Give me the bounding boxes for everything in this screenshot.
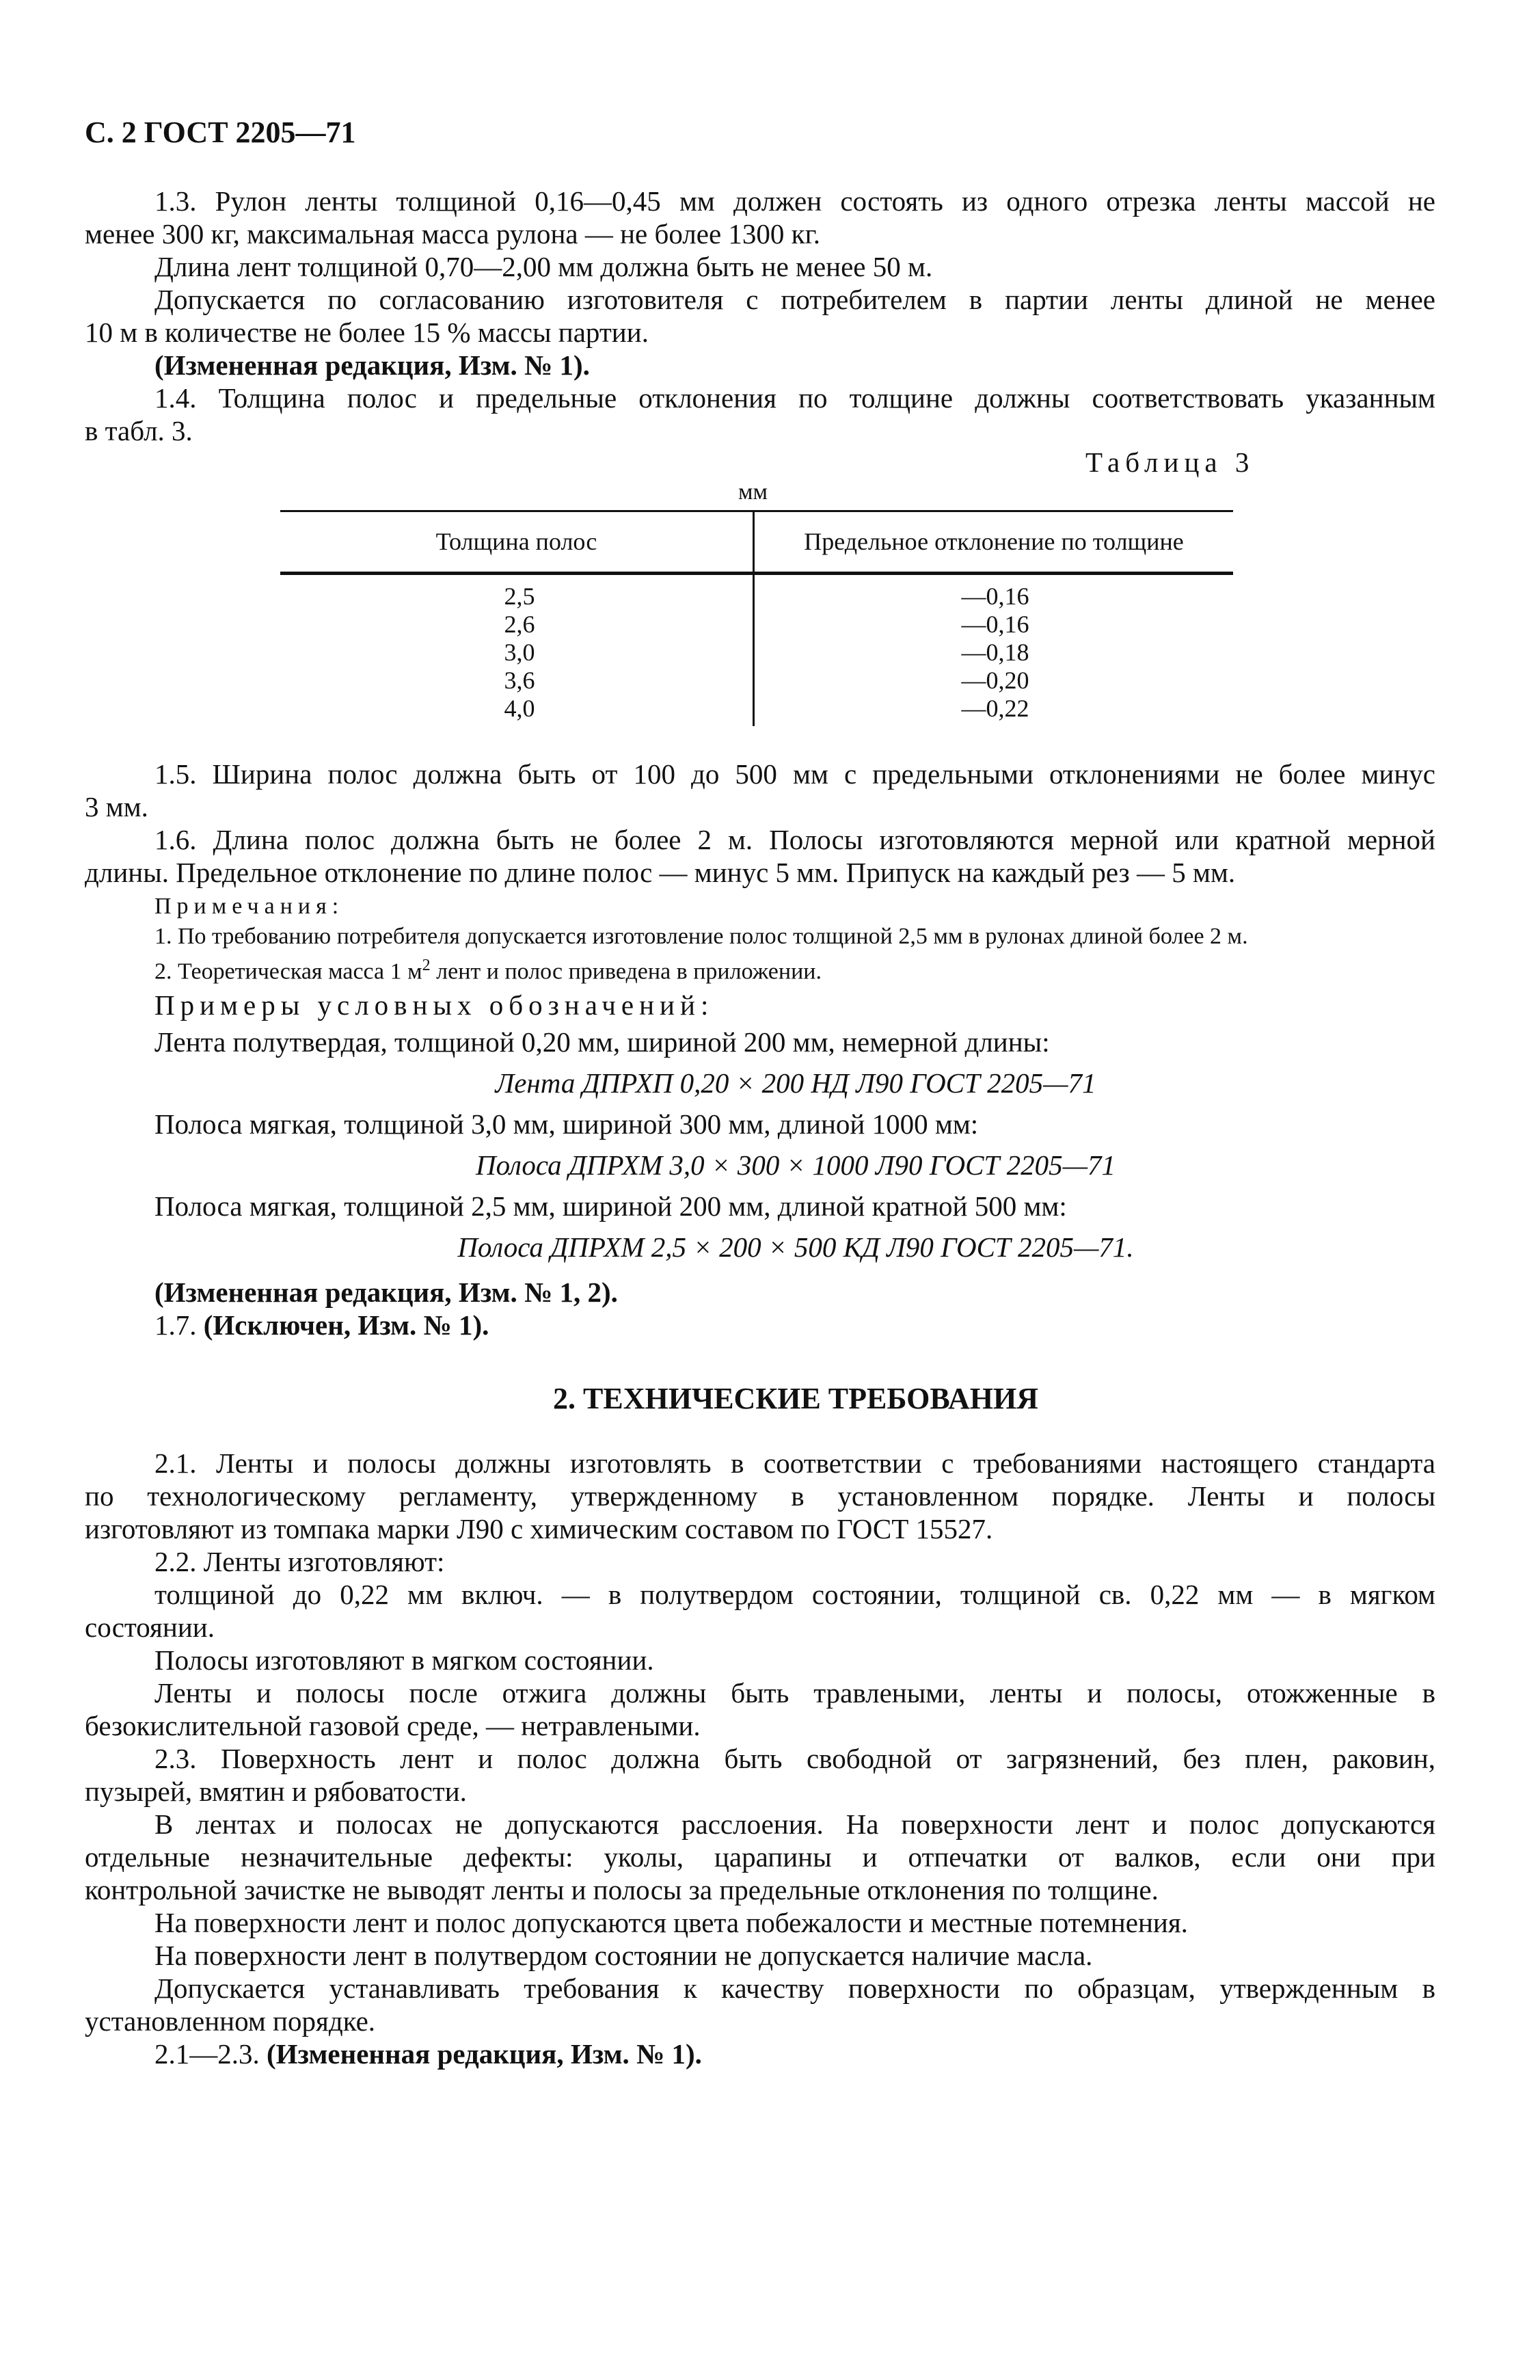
paragraph-1-3-allowance-line-2: 10 м в количестве не более 15 % массы партии.	[85, 317, 649, 348]
example-1-designation: Лента ДПРХП 0,20 × 200 НД Л90 ГОСТ 2205—71	[495, 1067, 1096, 1099]
table-cell-thickness: 3,0	[504, 639, 535, 666]
paragraph-2-2-states-line-2: состоянии.	[85, 1612, 215, 1643]
paragraph-2-3-samples-line-1: Допускается устанавливать требования к качеству поверхности по образцам, утвержденным в	[154, 1973, 1435, 2004]
note-2-superscript: 2	[422, 957, 431, 974]
amendment-note-3	[154, 2037, 702, 2070]
paragraph-2-2-strips: Полосы изготовляют в мягком состоянии.	[154, 1644, 654, 1676]
paragraph-1-4-line-1: 1.4. Толщина полос и предельные отклонения по толщине должны соответствовать указанным	[154, 382, 1435, 414]
table-cell-thickness: 4,0	[504, 695, 535, 722]
page-header: С. 2 ГОСТ 2205—71	[85, 116, 356, 149]
table-header-thickness: Толщина полос	[435, 528, 597, 555]
note-1: 1. По требованию потребителя допускается изготовление полос толщиной 2,5 мм в рулонах длиной более 2 м.	[154, 924, 1248, 949]
paragraph-2-1-line-1: 2.1. Ленты и полосы должны изготовлять в соответствии с требованиями настоящего стандарта	[154, 1447, 1435, 1479]
paragraph-2-3-defects-line-3: контрольной зачистке не выводят ленты и полосы за предельные отклонения по толщине.	[85, 1874, 1159, 1906]
table-cell-thickness: 2,6	[504, 611, 535, 638]
paragraph-2-3-samples-line-2: установленном порядке.	[85, 2005, 376, 2037]
table-header-rule	[280, 572, 1233, 575]
example-1-description: Лента полутвердая, толщиной 0,20 мм, шириной 200 мм, немерной длины:	[154, 1026, 1050, 1058]
paragraph-1-6-line-1: 1.6. Длина полос должна быть не более 2 м. Полосы изготовляются мерной или кратной мерной	[154, 824, 1435, 855]
paragraph-1-3-length: Длина лент толщиной 0,70—2,00 мм должна быть не менее 50 м.	[154, 251, 933, 282]
paragraph-1-5-line-2: 3 мм.	[85, 791, 148, 823]
table-cell-deviation: —0,16	[961, 583, 1029, 610]
paragraph-2-2-annealing-line-2: безокислительной газовой среде, — нетравлеными.	[85, 1710, 701, 1741]
paragraph-2-1-line-2: по технологическому регламенту, утвержденному в установленном порядке. Ленты и полосы	[85, 1480, 1435, 1512]
notes-title: Примечания:	[154, 894, 345, 919]
paragraph-2-2-annealing-line-1: Ленты и полосы после отжига должны быть травлеными, ленты и полосы, отожженные в	[154, 1677, 1435, 1709]
amendment-note-2: (Измененная редакция, Изм. № 1, 2).	[154, 1276, 618, 1308]
paragraph-2-3-line-1: 2.3. Поверхность лент и полос должна быть свободной от загрязнений, без плен, раковин,	[154, 1743, 1435, 1774]
example-3-description: Полоса мягкая, толщиной 2,5 мм, шириной 200 мм, длиной кратной 500 мм:	[154, 1190, 1067, 1222]
table-cell-deviation: —0,16	[961, 611, 1029, 638]
paragraph-2-3-defects-line-1: В лентах и полосах не допускаются расслоения. На поверхности лент и полос допускаются	[154, 1808, 1435, 1840]
paragraph-1-5-line-1: 1.5. Ширина полос должна быть от 100 до 500 мм с предельными отклонениями не более минус	[154, 758, 1435, 790]
paragraph-2-3-tarnish: На поверхности лент и полос допускаются цвета побежалости и местные потемнения.	[154, 1907, 1188, 1938]
table-caption: Таблица 3	[1085, 446, 1255, 478]
paragraph-1-6-line-2: длины. Предельное отклонение по длине полос — минус 5 мм. Припуск на каждый рез — 5 мм.	[85, 857, 1236, 888]
paragraph-2-2-states-line-1: толщиной до 0,22 мм включ. — в полутвердом состоянии, толщиной св. 0,22 мм — в мягком	[154, 1579, 1435, 1610]
paragraph-2-1-line-3: изготовляют из томпака марки Л90 с химическим составом по ГОСТ 15527.	[85, 1513, 993, 1545]
paragraph-1-3-line-2: менее 300 кг, максимальная масса рулона — не более 1300 кг.	[85, 218, 821, 250]
note-2-text-end: лент и полос приведена в приложении.	[430, 959, 822, 985]
amendment-note-3-range: 2.1—2.3.	[154, 2038, 260, 2070]
table-cell-deviation: —0,20	[961, 667, 1029, 694]
examples-title: Примеры условных обозначений:	[154, 989, 714, 1021]
table-cell-thickness: 3,6	[504, 667, 535, 694]
amendment-note-3-text: (Измененная редакция, Изм. № 1).	[267, 2038, 702, 2070]
paragraph-1-7-number: 1.7.	[154, 1309, 197, 1341]
table-unit: мм	[738, 479, 768, 505]
example-2-description: Полоса мягкая, толщиной 3,0 мм, шириной 300 мм, длиной 1000 мм:	[154, 1108, 979, 1140]
example-2-designation: Полоса ДПРХМ 3,0 × 300 × 1000 Л90 ГОСТ 2205—71	[475, 1149, 1116, 1181]
paragraph-2-2: 2.2. Ленты изготовляют:	[154, 1546, 445, 1577]
paragraph-1-3-allowance-line-1: Допускается по согласованию изготовителя с потребителем в партии ленты длиной не менее	[154, 284, 1435, 315]
amendment-note-1: (Измененная редакция, Изм. № 1).	[154, 349, 590, 381]
paragraph-1-3-line-1: 1.3. Рулон ленты толщиной 0,16—0,45 мм должен состоять из одного отрезка ленты массой не	[154, 185, 1435, 217]
example-3-designation: Полоса ДПРХМ 2,5 × 200 × 500 КД Л90 ГОСТ 2205—71.	[457, 1231, 1134, 1263]
paragraph-1-7-text: (Исключен, Изм. № 1).	[203, 1309, 489, 1341]
paragraph-2-3-defects-line-2: отдельные незначительные дефекты: уколы, царапины и отпечатки от валков, если они при	[85, 1841, 1435, 1873]
table-cell-thickness: 2,5	[504, 583, 535, 610]
note-2-text: 2. Теоретическая масса 1 м	[154, 959, 422, 985]
paragraph-1-7	[154, 1309, 489, 1341]
table-cell-deviation: —0,18	[961, 639, 1029, 666]
paragraph-1-4-line-2: в табл. 3.	[85, 415, 193, 446]
note-2	[154, 952, 822, 985]
table-top-rule	[280, 510, 1233, 512]
paragraph-2-3-oil: На поверхности лент в полутвердом состоянии не допускается наличие масла.	[154, 1940, 1093, 1971]
section-2-heading: 2. ТЕХНИЧЕСКИЕ ТРЕБОВАНИЯ	[553, 1382, 1038, 1415]
table-header-deviation: Предельное отклонение по толщине	[804, 528, 1184, 555]
table-cell-deviation: —0,22	[961, 695, 1029, 722]
paragraph-2-3-line-2: пузырей, вмятин и рябоватости.	[85, 1776, 467, 1807]
